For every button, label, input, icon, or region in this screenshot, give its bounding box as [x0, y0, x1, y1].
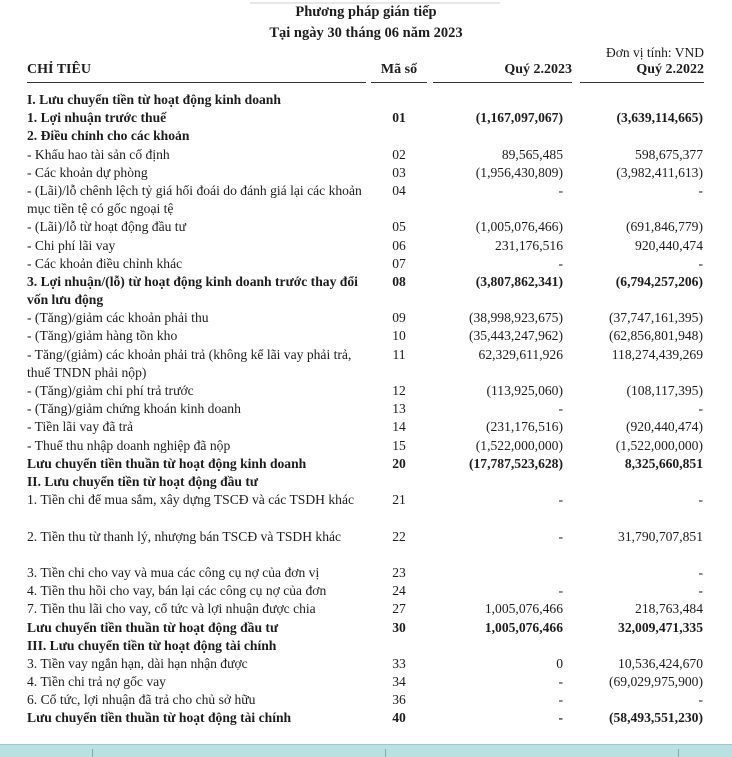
table-row	[0, 91, 732, 109]
table-row	[0, 273, 732, 309]
value-q2-2023: (113,925,060)	[486, 383, 563, 399]
table-row	[0, 418, 732, 436]
value-q2-2022: 10,536,424,670	[618, 655, 703, 671]
row-label: - (Lãi)/lỗ chênh lệch tỷ giá hối đoái do đánh giá lại các khoản mục tiền tệ có gốc ngoại tệ	[27, 182, 362, 217]
value-q2-2023: -	[558, 182, 563, 198]
value-q2-2022: -	[698, 692, 703, 708]
row-code: 40	[392, 710, 406, 726]
value-q2-2023: -	[558, 528, 563, 544]
row-label: 2. Điều chỉnh cho các khoản	[27, 128, 190, 144]
value-q2-2023: (1,005,076,466)	[475, 219, 563, 235]
value-q2-2022: -	[698, 401, 703, 417]
table-row	[0, 382, 732, 400]
row-label: 4. Tiền chi trả nợ gốc vay	[27, 674, 166, 690]
row-code: 12	[392, 383, 406, 399]
row-label: - Các khoản điều chỉnh khác	[27, 255, 183, 271]
value-q2-2023: 62,329,611,926	[478, 346, 563, 362]
table-row	[0, 600, 732, 618]
row-label: - Tăng/(giảm) các khoản phải trả (không kể lãi vay phải trả, thuế TNDN phải nộp)	[27, 346, 352, 380]
value-q2-2022: (6,794,257,206)	[615, 273, 703, 289]
row-label: 1. Lợi nhuận trước thuế	[27, 110, 167, 126]
table-row	[0, 182, 732, 218]
method-subtitle: Phương pháp gián tiếp	[295, 4, 437, 20]
row-code: 30	[392, 619, 406, 635]
value-q2-2023: 1,005,076,466	[484, 601, 563, 617]
column-header-code: Mã số	[371, 62, 427, 83]
value-q2-2023: 0	[556, 655, 563, 671]
row-label: II. Lưu chuyển tiền từ hoạt động đầu tư	[27, 473, 259, 489]
row-code: 27	[392, 601, 406, 617]
row-code: 33	[392, 655, 406, 671]
row-code: 36	[392, 692, 406, 708]
currency-unit: Đơn vị tính: VND	[605, 45, 704, 60]
table-row	[0, 400, 732, 418]
row-code: 02	[392, 146, 406, 162]
table-row	[0, 109, 732, 127]
table-row	[0, 528, 732, 564]
value-q2-2022: (58,493,551,230)	[608, 710, 703, 726]
value-q2-2023: (1,956,430,809)	[475, 164, 563, 180]
row-code: 23	[392, 564, 406, 580]
table-row	[0, 619, 732, 637]
table-row	[0, 346, 732, 382]
table-row	[0, 673, 732, 691]
table-row	[0, 127, 732, 145]
value-q2-2022: -	[698, 564, 703, 580]
value-q2-2022: -	[698, 182, 703, 198]
table-row	[0, 455, 732, 473]
row-label: Lưu chuyển tiền thuần từ hoạt động đầu tư	[27, 619, 279, 635]
row-label: 7. Tiền thu lãi cho vay, cổ tức và lợi nhuận được chia	[27, 601, 316, 617]
row-label: 2. Tiền thu từ thanh lý, nhượng bán TSCĐ và TSDH khác	[27, 528, 342, 544]
value-q2-2022: 118,274,439,269	[611, 346, 703, 362]
value-q2-2022: (691,846,779)	[625, 219, 703, 235]
table-row	[0, 564, 732, 582]
row-label: 6. Cổ tức, lợi nhuận đã trả cho chủ sở hữu	[27, 692, 256, 708]
row-label: - Chi phí lãi vay	[27, 237, 116, 253]
row-code: 21	[392, 492, 406, 508]
table-row	[0, 691, 732, 709]
bottom-toolbar	[0, 744, 732, 757]
row-code: 22	[392, 528, 406, 544]
value-q2-2022: -	[698, 583, 703, 599]
cash-flow-table	[0, 91, 732, 728]
row-code: 04	[392, 182, 406, 198]
value-q2-2023: -	[558, 583, 563, 599]
row-label: - Khấu hao tài sản cố định	[27, 146, 170, 162]
row-code: 11	[392, 346, 406, 362]
value-q2-2022: 218,763,484	[635, 601, 703, 617]
value-q2-2023: -	[558, 710, 563, 726]
row-label: - Tiền lãi vay đã trả	[27, 419, 134, 435]
column-header-q2-2022: Quý 2.2022	[580, 62, 704, 83]
row-label: - Thuế thu nhập doanh nghiệp đã nộp	[27, 437, 231, 453]
row-label: III. Lưu chuyển tiền từ hoạt động tài chính	[27, 637, 277, 653]
row-label: - (Tăng)/giảm chứng khoán kinh doanh	[27, 401, 241, 417]
value-q2-2022: (920,440,474)	[625, 419, 703, 435]
value-q2-2022: -	[698, 492, 703, 508]
row-label: - (Tăng)/giảm chi phí trả trước	[27, 383, 194, 399]
value-q2-2022: 32,009,471,335	[618, 619, 703, 635]
row-label: 3. Tiền chi cho vay và mua các công cụ nợ của đơn vị	[27, 564, 320, 580]
value-q2-2023: -	[558, 401, 563, 417]
value-q2-2023: -	[558, 674, 563, 690]
value-q2-2022: (3,982,411,613)	[616, 164, 703, 180]
value-q2-2023: (17,787,523,628)	[468, 455, 563, 471]
table-row	[0, 327, 732, 345]
table-row	[0, 655, 732, 673]
value-q2-2023: (1,522,000,000)	[475, 437, 563, 453]
table-row	[0, 437, 732, 455]
value-q2-2023: -	[558, 692, 563, 708]
value-q2-2023: 231,176,516	[495, 237, 563, 253]
value-q2-2022: 920,440,474	[635, 237, 703, 253]
value-q2-2022: (108,117,395)	[626, 383, 703, 399]
value-q2-2023: 89,565,485	[501, 146, 563, 162]
report-date: Tại ngày 30 tháng 06 năm 2023	[269, 25, 463, 41]
table-row	[0, 582, 732, 600]
table-row	[0, 146, 732, 164]
value-q2-2023: -	[558, 492, 563, 508]
value-q2-2022: (62,856,801,948)	[608, 328, 703, 344]
row-label: - Các khoản dự phòng	[27, 164, 148, 180]
row-label: 4. Tiền thu hồi cho vay, bán lại các công cụ nợ của đơn	[27, 583, 327, 599]
row-label: - (Lãi)/lỗ từ hoạt động đầu tư	[27, 219, 186, 235]
table-row	[0, 237, 732, 255]
row-code: 20	[392, 455, 406, 471]
value-q2-2023: -	[558, 255, 563, 271]
table-row	[0, 491, 732, 527]
row-code: 14	[392, 419, 406, 435]
table-row	[0, 309, 732, 327]
value-q2-2023: (1,167,097,067)	[475, 110, 563, 126]
table-row	[0, 473, 732, 491]
row-label: 3. Lợi nhuận/(lỗ) từ hoạt động kinh doanh trước thay đổi vốn lưu động	[27, 273, 358, 308]
value-q2-2022: -	[698, 255, 703, 271]
column-header-q2-2023: Quý 2.2023	[433, 62, 572, 83]
value-q2-2022: 8,325,660,851	[624, 455, 703, 471]
value-q2-2022: (3,639,114,665)	[616, 110, 703, 126]
value-q2-2023: 1,005,076,466	[484, 619, 563, 635]
row-label: - (Tăng)/giảm hàng tồn kho	[27, 328, 178, 344]
row-code: 03	[392, 164, 406, 180]
row-code: 07	[392, 255, 406, 271]
value-q2-2022: 598,675,377	[635, 146, 703, 162]
row-code: 08	[392, 273, 406, 289]
value-q2-2023: (38,998,923,675)	[468, 310, 563, 326]
row-label: 3. Tiền vay ngắn hạn, dài hạn nhận được	[27, 655, 248, 671]
value-q2-2022: (1,522,000,000)	[615, 437, 703, 453]
row-code: 06	[392, 237, 406, 253]
row-label: 1. Tiền chi để mua sắm, xây dựng TSCĐ và các TSDH khác	[27, 492, 355, 508]
value-q2-2022: (69,029,975,900)	[608, 674, 703, 690]
value-q2-2022: (37,747,161,395)	[608, 310, 703, 326]
row-label: I. Lưu chuyển tiền từ hoạt động kinh doanh	[27, 92, 281, 107]
row-code: 13	[392, 401, 406, 417]
row-label: - (Tăng)/giảm các khoản phải thu	[27, 310, 209, 326]
row-code: 01	[392, 110, 406, 126]
table-row	[0, 218, 732, 236]
value-q2-2023: (35,443,247,962)	[468, 328, 563, 344]
value-q2-2023: (3,807,862,341)	[475, 273, 563, 289]
value-q2-2023: (231,176,516)	[485, 419, 563, 435]
table-row	[0, 255, 732, 273]
table-row	[0, 637, 732, 655]
value-q2-2022: 31,790,707,851	[618, 528, 703, 544]
row-code: 34	[392, 674, 406, 690]
row-label: Lưu chuyển tiền thuần từ hoạt động kinh doanh	[27, 455, 307, 471]
row-code: 10	[392, 328, 406, 344]
row-code: 05	[392, 219, 406, 235]
row-label: Lưu chuyển tiền thuần từ hoạt động tài chính	[27, 710, 292, 726]
table-row	[0, 164, 732, 182]
row-code: 15	[392, 437, 406, 453]
row-code: 24	[392, 583, 406, 599]
table-row	[0, 709, 732, 727]
row-code: 09	[392, 310, 406, 326]
column-header-indicator: CHỈ TIÊU	[27, 62, 366, 83]
